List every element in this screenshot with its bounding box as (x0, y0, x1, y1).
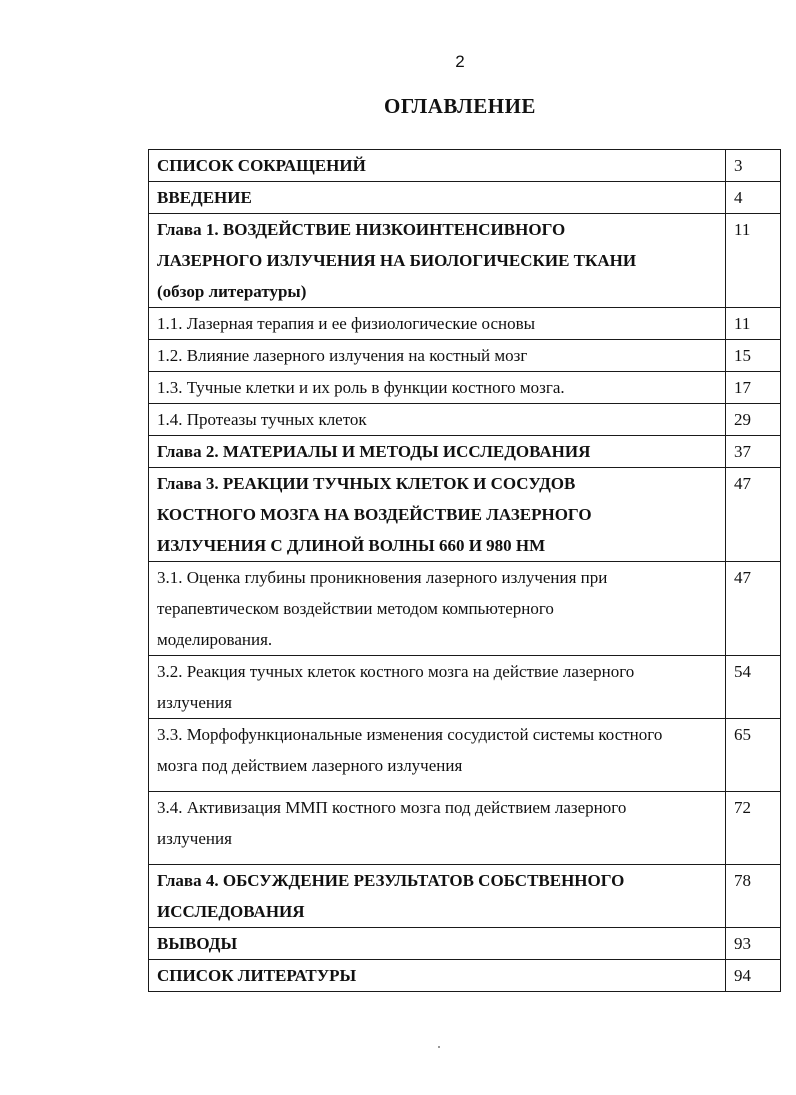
toc-page-number: 78 (726, 865, 781, 928)
toc-entry-line: излучения (157, 829, 232, 848)
toc-page-number: 37 (726, 436, 781, 468)
toc-entry-title[interactable] (149, 468, 726, 562)
toc-entry-line: 3.4. Активизация ММП костного мозга под действием лазерного (157, 798, 627, 817)
toc-entry-title[interactable]: ВЫВОДЫ (149, 928, 726, 960)
toc-entry-line: Глава 3. РЕАКЦИИ ТУЧНЫХ КЛЕТОК И СОСУДОВ (157, 474, 576, 493)
toc-entry-line: 3.2. Реакция тучных клеток костного мозга на действие лазерного (157, 662, 635, 681)
toc-row (149, 372, 781, 404)
toc-entry-title[interactable] (149, 562, 726, 656)
scan-speck (438, 1046, 440, 1048)
toc-entry-line: ЛАЗЕРНОГО ИЗЛУЧЕНИЯ НА БИОЛОГИЧЕСКИЕ ТКАНИ (157, 251, 637, 270)
toc-page-number: 47 (726, 468, 781, 562)
toc-entry-title[interactable] (149, 792, 726, 865)
page-number: 2 (455, 52, 465, 71)
toc-entry-title[interactable]: ВВЕДЕНИЕ (149, 182, 726, 214)
toc-entry-line: моделирования. (157, 630, 273, 649)
page-title: ОГЛАВЛЕНИЕ (384, 94, 536, 118)
toc-page-number: 11 (726, 308, 781, 340)
toc-entry-title[interactable] (149, 865, 726, 928)
toc-entry-line: ИССЛЕДОВАНИЯ (157, 902, 305, 921)
toc-entry-line: Глава 4. ОБСУЖДЕНИЕ РЕЗУЛЬТАТОВ СОБСТВЕННОГО (157, 871, 625, 890)
toc-entry-line: Глава 1. ВОЗДЕЙСТВИЕ НИЗКОИНТЕНСИВНОГО (157, 220, 566, 239)
table-of-contents (148, 149, 781, 992)
toc-entry-line: 3.1. Оценка глубины проникновения лазерного излучения при (157, 568, 608, 587)
toc-row (149, 928, 781, 960)
toc-row (149, 182, 781, 214)
toc-row (149, 214, 781, 308)
toc-entry-line: (обзор литературы) (157, 282, 307, 301)
toc-row (149, 436, 781, 468)
toc-row (149, 656, 781, 719)
toc-row (149, 562, 781, 656)
toc-entry-title[interactable] (149, 656, 726, 719)
toc-page-number: 54 (726, 656, 781, 719)
toc-row (149, 340, 781, 372)
toc-entry-title[interactable]: 1.3. Тучные клетки и их роль в функции костного мозга. (149, 372, 726, 404)
toc-entry-line: ИЗЛУЧЕНИЯ С ДЛИНОЙ ВОЛНЫ 660 И 980 НМ (157, 536, 546, 555)
toc-entry-line: терапевтическом воздействии методом компьютерного (157, 599, 554, 618)
toc-row (149, 960, 781, 992)
toc-entry-title[interactable] (149, 214, 726, 308)
toc-entry-line: излучения (157, 693, 232, 712)
toc-page-number: 72 (726, 792, 781, 865)
toc-page-number: 15 (726, 340, 781, 372)
toc-page-number: 65 (726, 719, 781, 792)
toc-entry-title[interactable]: 1.4. Протеазы тучных клеток (149, 404, 726, 436)
toc-page-number: 94 (726, 960, 781, 992)
toc-page-number: 17 (726, 372, 781, 404)
toc-entry-title[interactable]: 1.2. Влияние лазерного излучения на костный мозг (149, 340, 726, 372)
toc-page-number: 29 (726, 404, 781, 436)
toc-row (149, 308, 781, 340)
toc-page-number: 3 (726, 150, 781, 182)
toc-entry-line: 3.3. Морфофункциональные изменения сосудистой системы костного (157, 725, 663, 744)
toc-row (149, 404, 781, 436)
toc-row (149, 468, 781, 562)
toc-entry-title[interactable]: Глава 2. МАТЕРИАЛЫ И МЕТОДЫ ИССЛЕДОВАНИЯ (149, 436, 726, 468)
toc-row (149, 150, 781, 182)
toc-entry-title[interactable]: 1.1. Лазерная терапия и ее физиологические основы (149, 308, 726, 340)
toc-page-number: 11 (726, 214, 781, 308)
toc-page-number: 47 (726, 562, 781, 656)
toc-row (149, 865, 781, 928)
toc-row (149, 792, 781, 865)
toc-entry-title[interactable]: СПИСОК СОКРАЩЕНИЙ (149, 150, 726, 182)
toc-entry-title[interactable] (149, 719, 726, 792)
toc-entry-title[interactable]: СПИСОК ЛИТЕРАТУРЫ (149, 960, 726, 992)
toc-row (149, 719, 781, 792)
toc-entry-line: КОСТНОГО МОЗГА НА ВОЗДЕЙСТВИЕ ЛАЗЕРНОГО (157, 505, 592, 524)
toc-page-number: 4 (726, 182, 781, 214)
toc-page-number: 93 (726, 928, 781, 960)
toc-entry-line: мозга под действием лазерного излучения (157, 756, 463, 775)
